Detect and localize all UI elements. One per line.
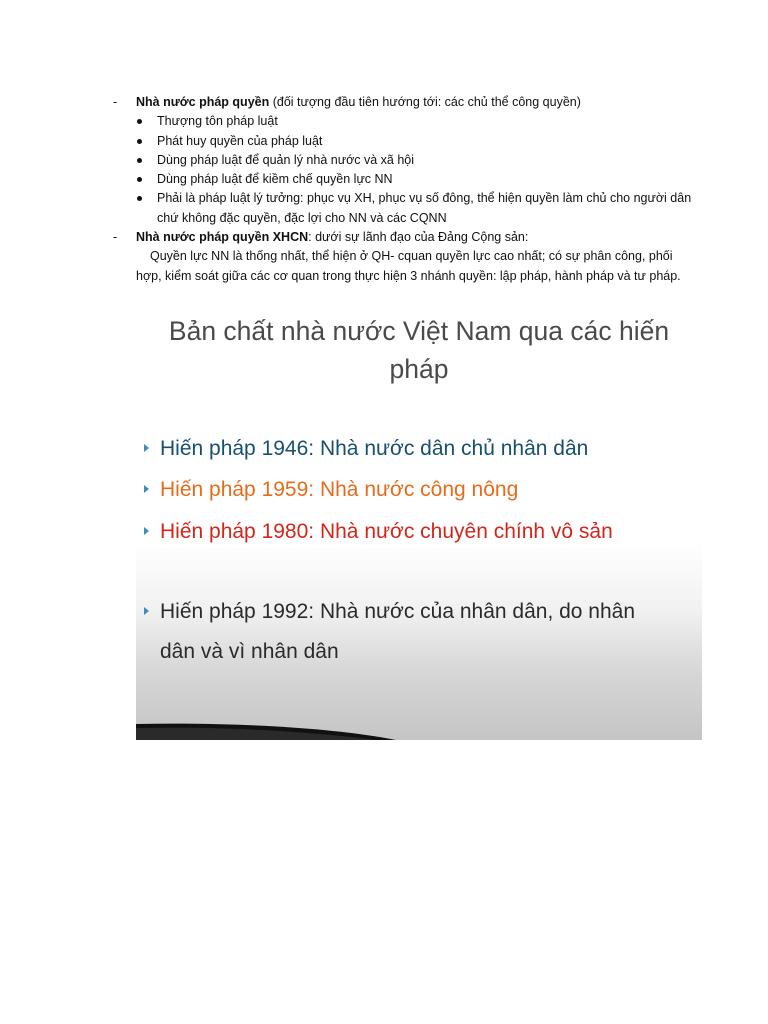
list-item-text: Phát huy quyền của pháp luật — [157, 133, 323, 148]
bullet-list — [113, 112, 693, 228]
slide-item-text: Hiến pháp 1946: Nhà nước dân chủ nhân dân — [160, 437, 589, 460]
bullet-icon — [137, 158, 142, 163]
slide-title: Bản chất nhà nước Việt Nam qua các hiến pháp — [168, 316, 670, 384]
dash-marker: - — [113, 230, 118, 245]
bullet-icon — [137, 196, 142, 201]
term-socialist-rule-of-law: Nhà nước pháp quyền XHCN — [136, 230, 309, 245]
list-item — [137, 112, 693, 131]
document-body — [113, 93, 693, 286]
term-rule-of-law: Nhà nước pháp quyền — [136, 95, 270, 109]
dash-item-socialist-rule-of-law — [113, 228, 693, 247]
term-description: : dưới sự lãnh đạo của Đảng Cộng sản: — [308, 230, 529, 245]
list-item-text: Dùng pháp luật để quản lý nhà nước và xã hội — [157, 152, 415, 167]
bullet-icon — [137, 177, 142, 182]
slide-item-1946 — [144, 429, 588, 469]
decorative-swoosh — [136, 660, 702, 740]
list-item-text: Thượng tôn pháp luật — [157, 114, 278, 129]
triangle-bullet-icon — [144, 444, 149, 452]
list-item-text: Dùng pháp luật để kiềm chế quyền lực NN — [157, 172, 393, 187]
slide-item-text: Hiến pháp 1992: Nhà nước của nhân dân, do nhân dân và vì nhân dân — [160, 600, 636, 663]
dash-item-rule-of-law — [113, 93, 693, 112]
list-item — [137, 151, 693, 170]
term-description: (đối tượng đầu tiên hướng tới: các chủ thể công quyền) — [269, 95, 581, 109]
slide-item-text: Hiến pháp 1959: Nhà nước công nông — [160, 478, 519, 501]
embedded-slide-image — [136, 306, 702, 740]
list-item — [137, 132, 693, 151]
list-item-text: Phải là pháp luật lý tưởng: phục vụ XH, phục vụ số đông, thể hiện quyền làm chủ cho người dân chứ không đặc quyền, đặc lợi cho NN và các CQNN — [157, 191, 692, 225]
slide-item-1980 — [144, 512, 644, 552]
triangle-bullet-icon — [144, 527, 149, 535]
list-item — [137, 189, 693, 228]
triangle-bullet-icon — [144, 485, 149, 493]
triangle-bullet-icon — [144, 607, 149, 615]
slide-item-1959 — [144, 470, 518, 510]
bullet-icon — [137, 139, 142, 144]
slide-item-text: Hiến pháp 1980: Nhà nước chuyên chính vô sản — [160, 520, 613, 543]
bullet-icon — [137, 119, 142, 124]
dash-marker: - — [113, 95, 118, 109]
power-paragraph: Quyền lực NN là thống nhất, thể hiện ở QH- cquan quyền lực cao nhất; có sự phân công, phối hợp, kiểm soát giữa các cơ quan trong thực hiện 3 nhánh quyền: lập pháp, hành pháp và tư pháp. — [136, 249, 681, 283]
list-item — [137, 170, 693, 189]
